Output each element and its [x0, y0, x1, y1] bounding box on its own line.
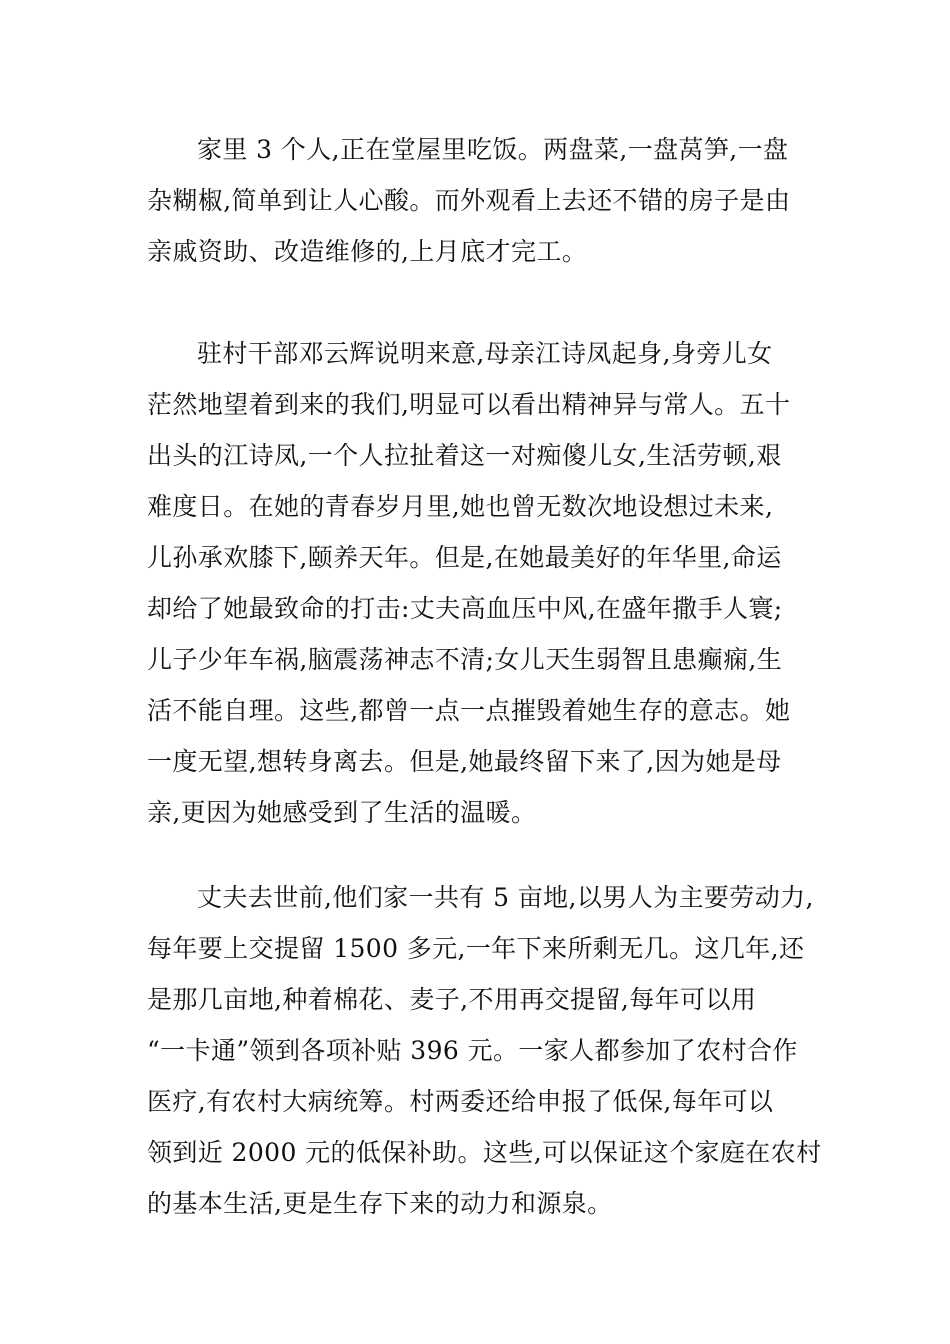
text-line: “一卡通”领到各项补贴 396 元。一家人都参加了农村合作: [147, 1036, 798, 1065]
text-line: 茫然地望着到来的我们,明显可以看出精神异与常人。五十: [147, 390, 791, 419]
text-line: 难度日。在她的青春岁月里,她也曾无数次地设想过未来,: [147, 492, 774, 521]
text-line: 儿子少年车祸,脑震荡神志不清;女儿天生弱智且患癫痫,生: [147, 645, 783, 674]
text-line: 儿孙承欢膝下,颐养天年。但是,在她最美好的年华里,命运: [147, 543, 782, 572]
text-line: 丈夫去世前,他们家一共有 5 亩地,以男人为主要劳动力,: [197, 883, 814, 912]
text-line: 亲戚资助、改造维修的,上月底才完工。: [147, 237, 588, 266]
text-line: 领到近 2000 元的低保补助。这些,可以保证这个家庭在农村: [147, 1138, 822, 1167]
text-line: 医疗,有农村大病统筹。村两委还给申报了低保,每年可以: [147, 1087, 774, 1116]
text-line: 是那几亩地,种着棉花、麦子,不用再交提留,每年可以用: [147, 985, 757, 1014]
text-line: 活不能自理。这些,都曾一点一点摧毁着她生存的意志。她: [147, 696, 791, 725]
text-line: 亲,更因为她感受到了生活的温暖。: [147, 798, 537, 827]
text-line: 却给了她最致命的打击:丈夫高血压中风,在盛年撒手人寰;: [147, 594, 783, 623]
text-line: 一度无望,想转身离去。但是,她最终留下来了,因为她是母: [147, 747, 782, 776]
text-line: 杂糊椒,简单到让人心酸。而外观看上去还不错的房子是由: [147, 186, 791, 215]
text-line: 出头的江诗凤,一个人拉扯着这一对痴傻儿女,生活劳顿,艰: [147, 441, 782, 470]
text-line: 每年要上交提留 1500 多元,一年下来所剩无几。这几年,还: [147, 934, 805, 963]
text-line: 的基本生活,更是生存下来的动力和源泉。: [147, 1189, 613, 1218]
text-line: 家里 3 个人,正在堂屋里吃饭。两盘菜,一盘莴笋,一盘: [197, 135, 789, 164]
text-line: 驻村干部邓云辉说明来意,母亲江诗凤起身,身旁儿女: [197, 339, 773, 368]
